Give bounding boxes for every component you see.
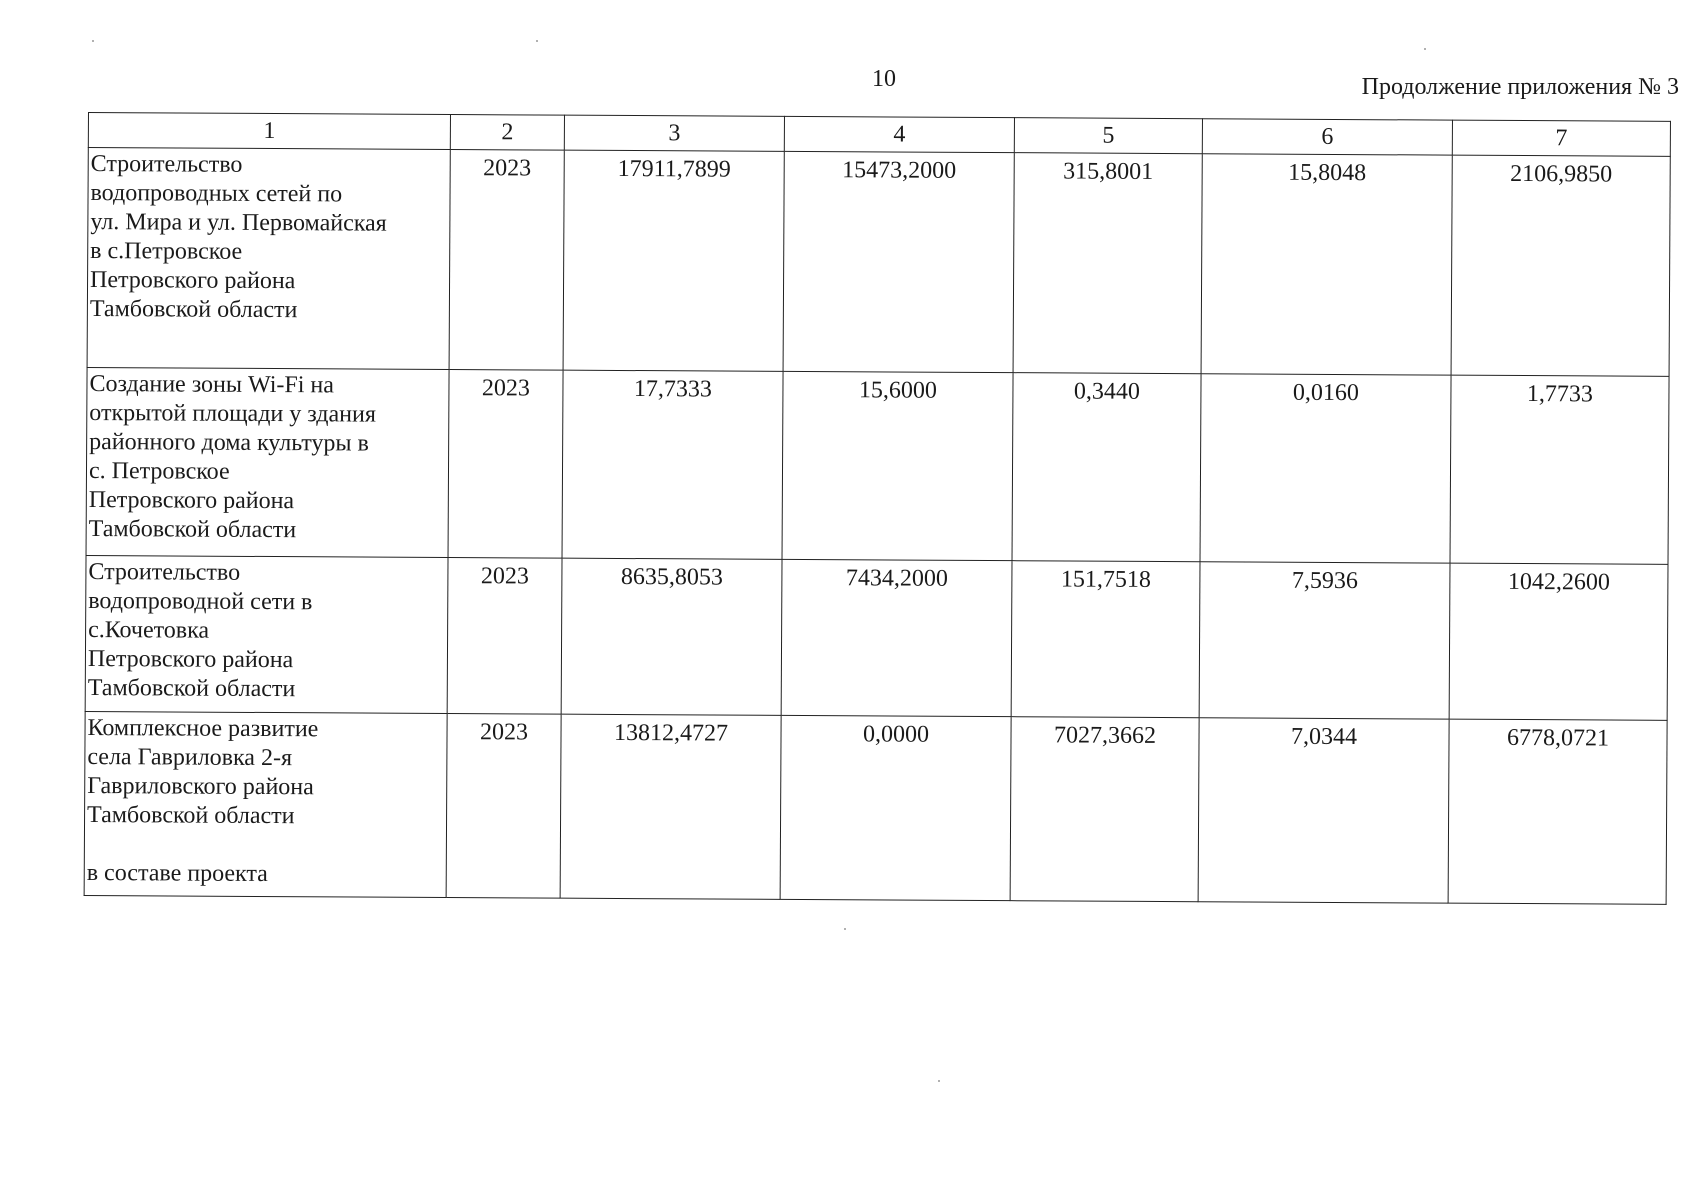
- value-cell-col7: 2106,9850: [1451, 155, 1670, 376]
- value-cell-col3: 17911,7899: [563, 150, 784, 371]
- value-cell-col5: 7027,3662: [1010, 717, 1199, 902]
- scan-speck: [536, 40, 538, 42]
- project-name-cell: Комплексное развитие села Гавриловка 2-я Гавриловского района Тамбовской области в составе проекта: [84, 711, 447, 897]
- project-name-cell: Создание зоны Wi-Fi на открытой площади у здания районного дома культуры в с. Петровское Петровского района Тамбовской области: [86, 367, 449, 557]
- scan-speck: [938, 1080, 940, 1082]
- appendix-table: [84, 112, 1671, 905]
- year-cell: 2023: [448, 370, 563, 559]
- scan-speck: [1424, 48, 1426, 50]
- value-cell-col6: 0,0160: [1200, 374, 1451, 563]
- value-cell-col3: 17,7333: [562, 370, 783, 559]
- value-cell-col4: 15473,2000: [783, 151, 1014, 372]
- column-header: 6: [1202, 119, 1452, 155]
- column-header: 3: [564, 115, 784, 151]
- project-name-cell: Строительство водопроводной сети в с.Кочетовка Петровского района Тамбовской области: [85, 555, 448, 713]
- value-cell-col4: 15,6000: [782, 371, 1013, 560]
- column-header: 7: [1452, 120, 1670, 156]
- value-cell-col4: 7434,2000: [781, 559, 1012, 716]
- value-cell-col5: 0,3440: [1012, 373, 1201, 562]
- page-number: 10: [872, 66, 896, 92]
- year-cell: 2023: [449, 150, 564, 371]
- column-header: 5: [1014, 118, 1202, 154]
- value-cell-col6: 15,8048: [1201, 154, 1452, 375]
- scan-speck: [92, 40, 94, 42]
- column-header: 1: [88, 113, 450, 150]
- table-row: [84, 711, 1667, 904]
- value-cell-col7: 1042,2600: [1449, 563, 1668, 720]
- appendix-continuation-note: Продолжение приложения № 3: [1361, 74, 1679, 100]
- table-row: [85, 555, 1668, 720]
- year-cell: 2023: [447, 558, 562, 715]
- value-cell-col6: 7,0344: [1198, 718, 1449, 903]
- year-cell: 2023: [446, 714, 561, 899]
- scan-speck: [844, 928, 846, 930]
- value-cell-col5: 151,7518: [1011, 561, 1200, 718]
- column-header: 2: [450, 115, 564, 151]
- value-cell-col6: 7,5936: [1199, 562, 1450, 719]
- value-cell-col7: 1,7733: [1450, 375, 1669, 564]
- column-header: 4: [784, 116, 1014, 152]
- value-cell-col5: 315,8001: [1013, 153, 1202, 374]
- project-name-cell: Строительство водопроводных сетей по ул. Мира и ул. Первомайская в с.Петровское Петровского района Тамбовской области: [87, 148, 450, 370]
- value-cell-col7: 6778,0721: [1448, 719, 1667, 904]
- value-cell-col3: 8635,8053: [561, 558, 782, 715]
- value-cell-col4: 0,0000: [780, 715, 1011, 900]
- table-row: [86, 367, 1669, 564]
- value-cell-col3: 13812,4727: [560, 714, 781, 899]
- table-row: [87, 148, 1670, 377]
